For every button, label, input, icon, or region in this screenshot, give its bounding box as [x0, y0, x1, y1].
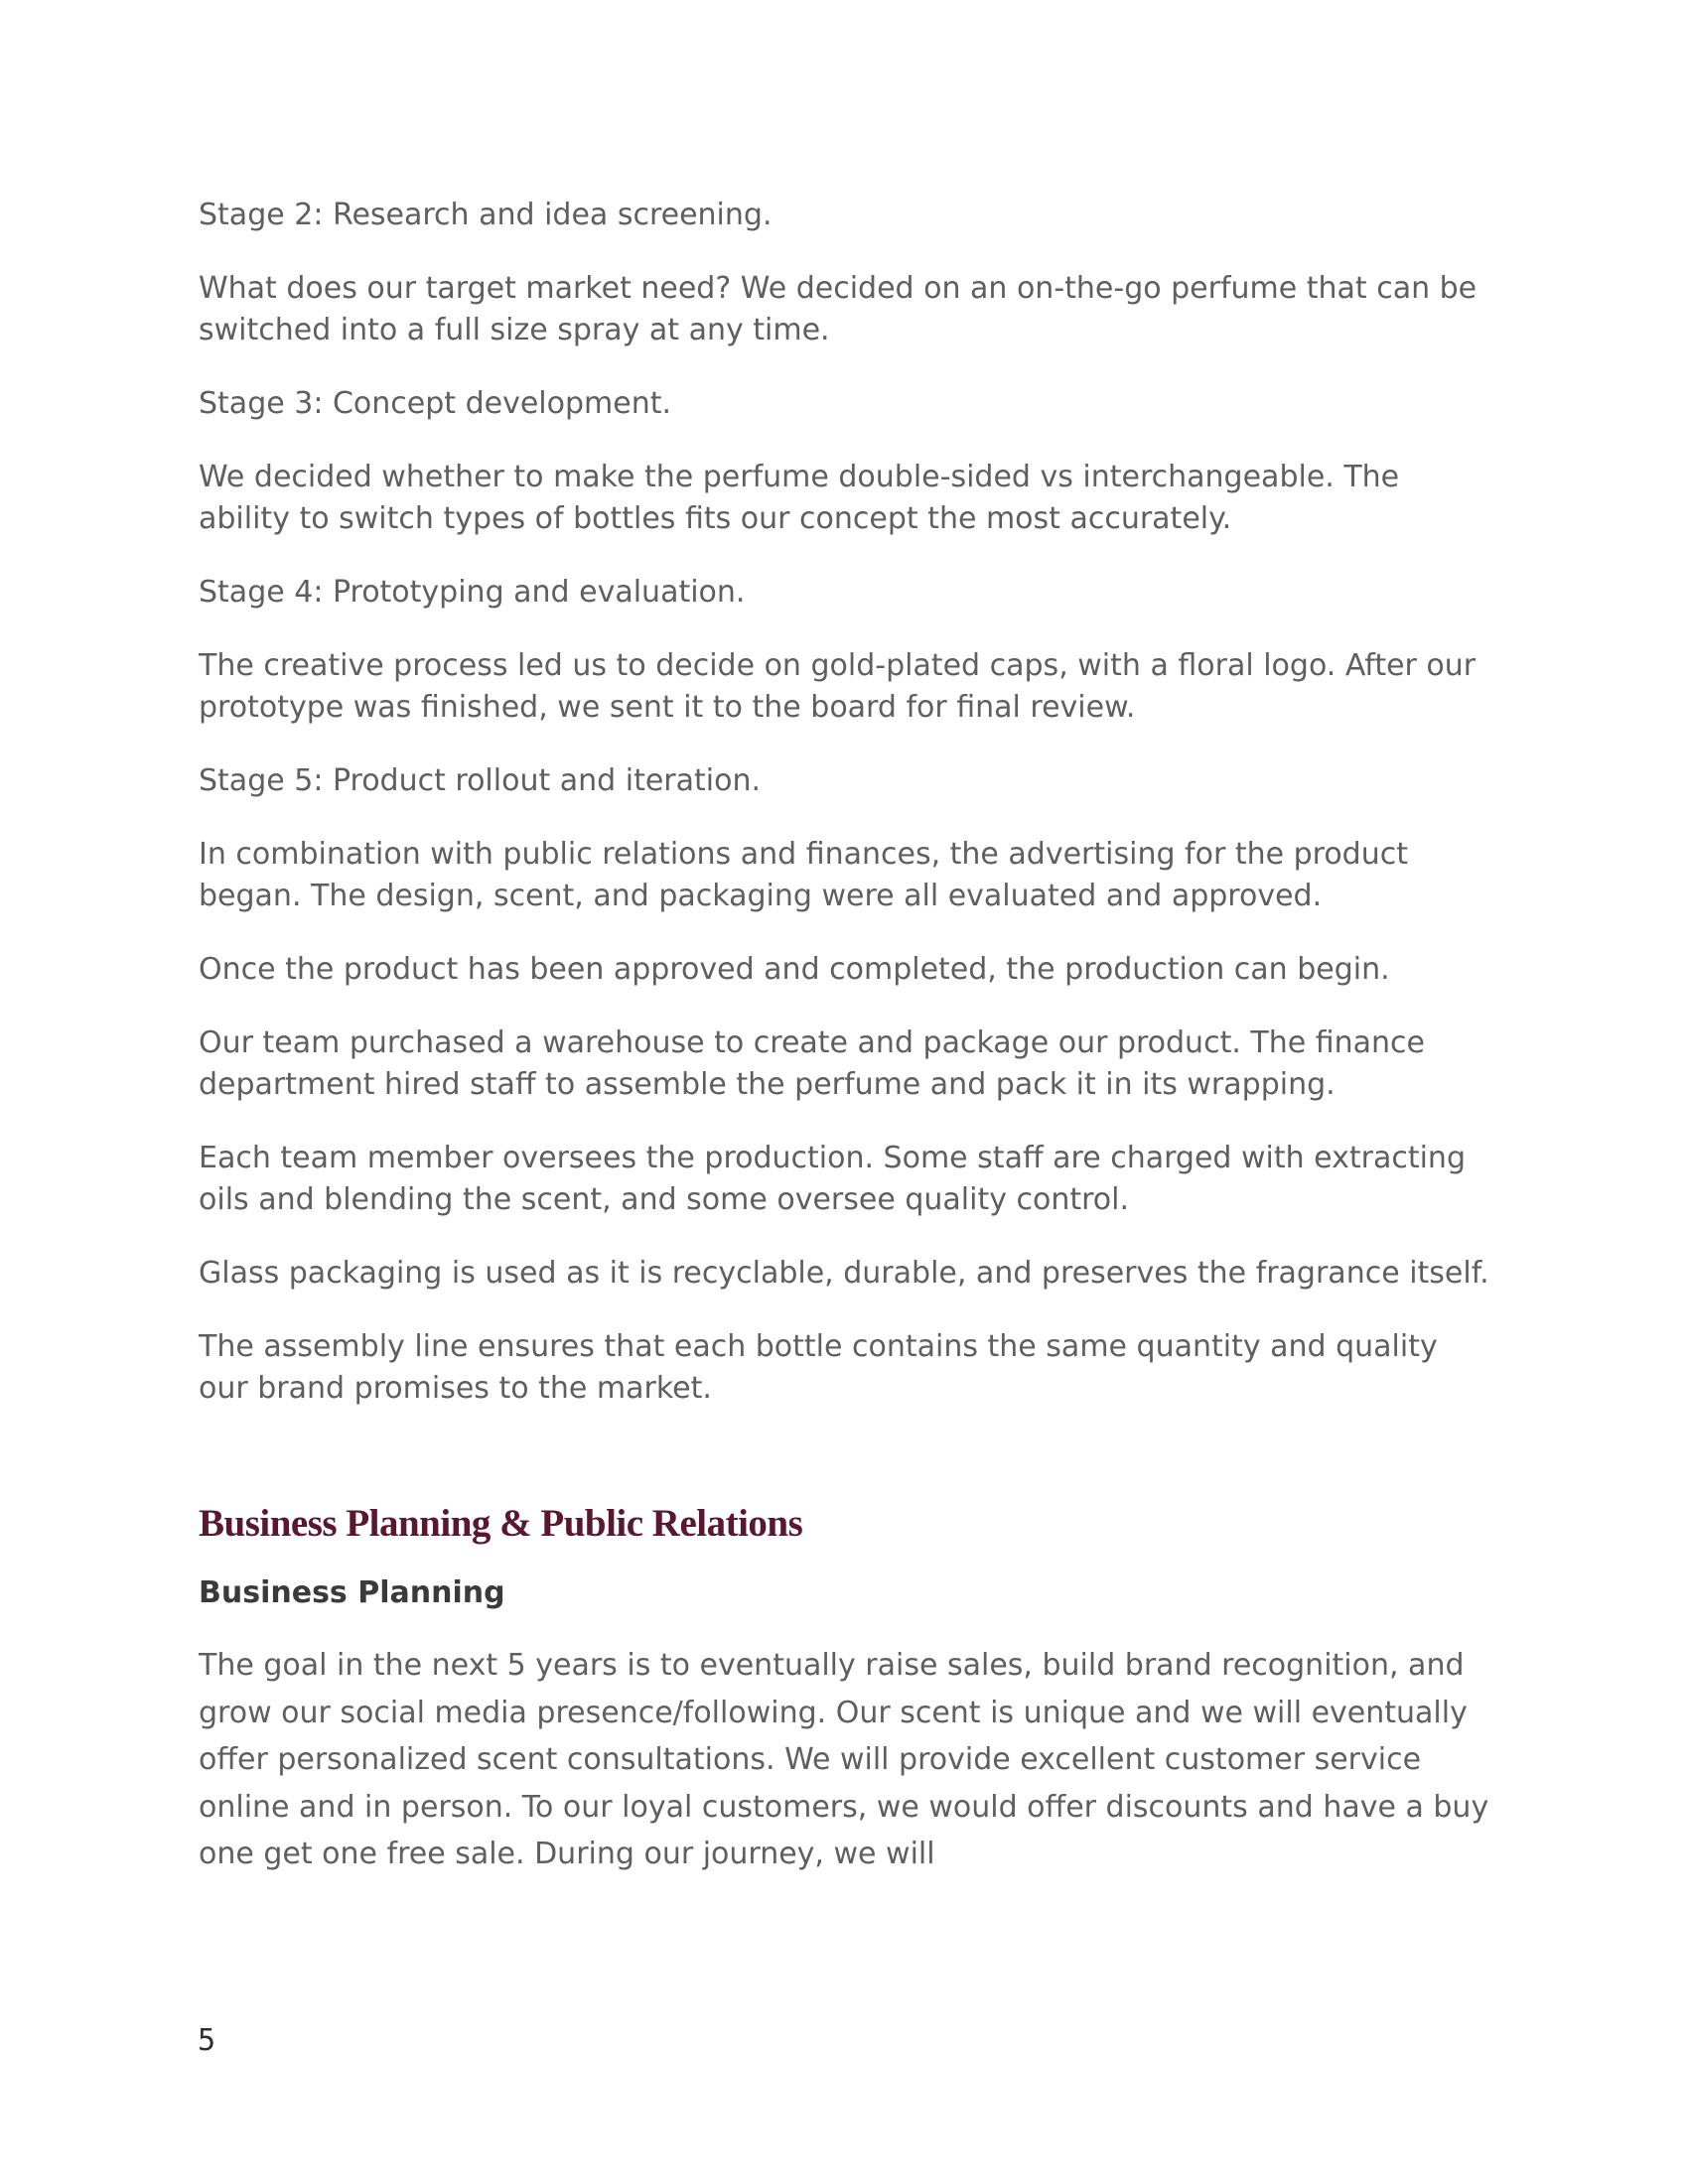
stage-4-text: The creative process led us to decide on gold-plated caps, with a floral logo. After our prototype was finished, we sent it to the board for final review.	[199, 648, 1477, 725]
document-page	[199, 195, 1489, 1878]
business-planning-paragraph: The goal in the next 5 years is to eventually raise sales, build brand recognition, and grow our social media presence/following. Our scent is unique and we will eventually offer personalized scent consultations. We will provide excellent customer service online and in person. To our loyal customers, we would offer discounts and have a buy one get one free sale. During our journey, we will	[199, 1648, 1489, 1871]
warehouse-paragraph: Our team purchased a warehouse to create and package our product. The finance department hired staff to assemble the perfume and pack it in its wrapping.	[199, 1025, 1425, 1102]
production-paragraph: Once the product has been approved and completed, the production can begin.	[199, 952, 1390, 987]
stage-2-text: What does our target market need? We decided on an on-the-go perfume that can be switched into a full size spray at any time.	[199, 271, 1477, 347]
page-number: 5	[198, 2023, 216, 2058]
stage-4-title: Stage 4: Prototyping and evaluation.	[199, 575, 746, 610]
stage-2-title: Stage 2: Research and idea screening.	[199, 198, 773, 232]
stage-5-title: Stage 5: Product rollout and iteration.	[199, 763, 762, 798]
packaging-paragraph: Glass packaging is used as it is recyclable, durable, and preserves the fragrance itself.	[199, 1256, 1489, 1291]
subheading: Business Planning	[199, 1575, 505, 1610]
assembly-paragraph: The assembly line ensures that each bottle contains the same quantity and quality our brand promises to the market.	[199, 1329, 1438, 1406]
team-paragraph: Each team member oversees the production. Some staff are charged with extracting oils and blending the scent, and some oversee quality control.	[199, 1141, 1466, 1217]
stage-3-text: We decided whether to make the perfume double-sided vs interchangeable. The ability to switch types of bottles fits our concept the most accurately.	[199, 460, 1400, 536]
stage-5-text: In combination with public relations and finances, the advertising for the product began. The design, scent, and packaging were all evaluated and approved.	[199, 837, 1408, 913]
section-heading: Business Planning & Public Relations	[199, 1502, 803, 1545]
stage-3-title: Stage 3: Concept development.	[199, 386, 672, 421]
